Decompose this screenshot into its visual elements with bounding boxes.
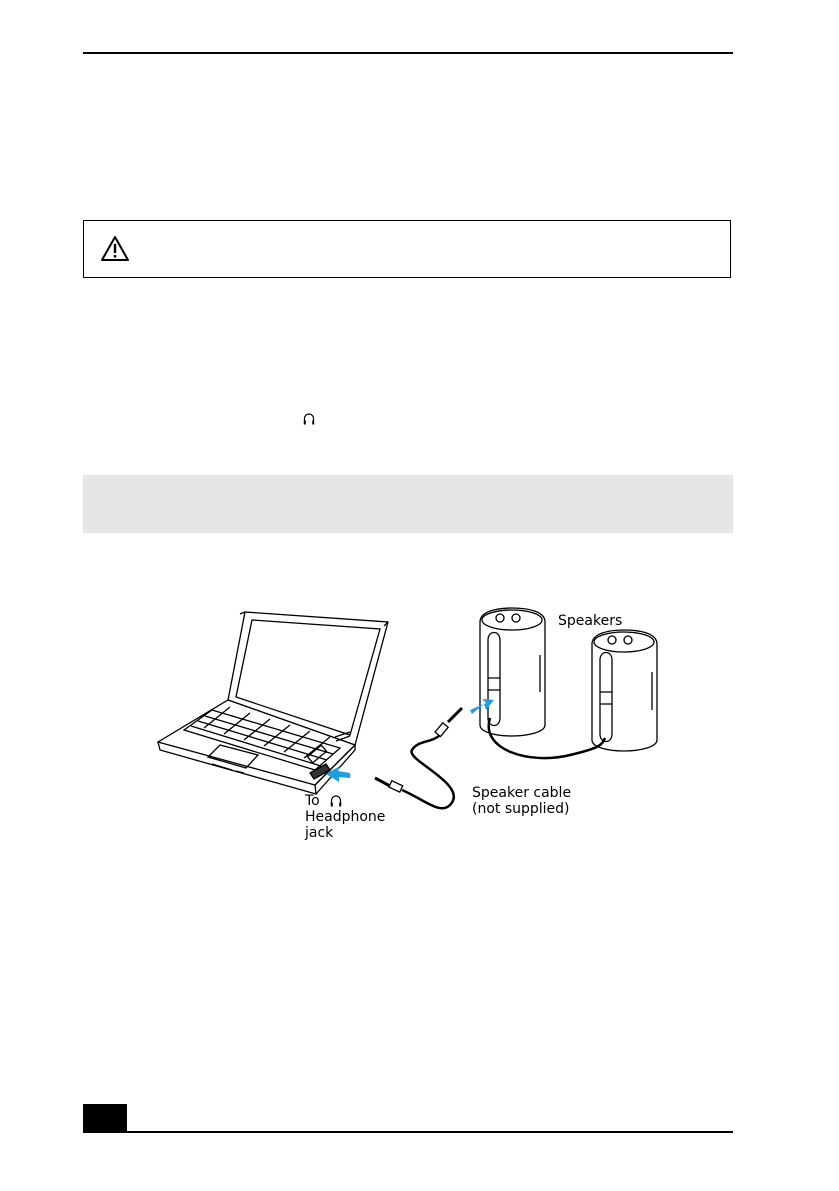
figure-drawing [150,600,670,850]
jack-label-line2: Headphone [305,809,386,825]
page-number-tab [83,1104,127,1132]
speakers-label: Speakers [558,613,623,629]
note-band [83,475,733,533]
speaker-connection-figure [150,600,670,850]
jack-headphone-icon [330,794,342,808]
header-rule [83,52,733,54]
warning-triangle-icon [100,235,130,263]
speaker-right [592,630,657,751]
cable-label-line2: (not supplied) [472,801,570,817]
cable-label-line1: Speaker cable [472,785,572,801]
footer-rule [83,1131,733,1133]
speaker-left [480,608,545,736]
warning-box [83,220,731,278]
headphone-icon [303,412,315,426]
laptop-illustration [158,612,388,794]
speaker-cable [375,708,462,808]
jack-label-prefix: To [305,793,320,809]
jack-label-line3: jack [305,825,334,841]
